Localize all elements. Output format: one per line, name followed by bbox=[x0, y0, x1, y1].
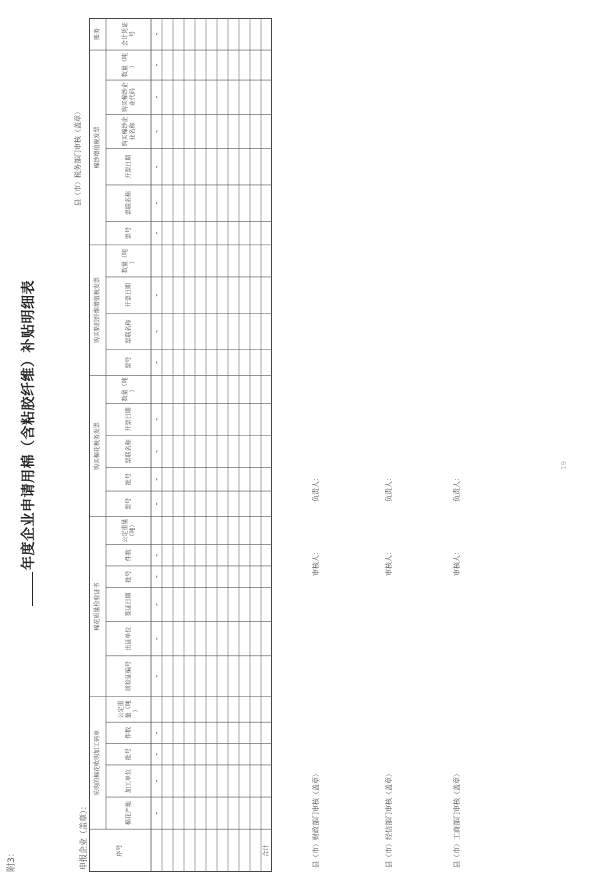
col-header-inv_copy1: 票联名称 bbox=[125, 439, 133, 464]
col-header-buyer_name: 购买棉纱企业名称 bbox=[121, 116, 137, 147]
county-tax-review-label: 县（市）税务部门审核（盖章） bbox=[74, 108, 82, 206]
cell-dash: - bbox=[152, 361, 161, 365]
cell-dash: - bbox=[152, 201, 161, 205]
col-header-inv_date2: 开票日期 bbox=[125, 283, 133, 308]
cell-dash: - bbox=[152, 165, 161, 169]
group-header-quality: 棉花质量检验证书 bbox=[94, 582, 101, 631]
company-label: 申报企业（盖章）： bbox=[79, 802, 88, 870]
col-header-inv_date3: 开票日期 bbox=[125, 154, 133, 179]
cell-dash: - bbox=[152, 417, 161, 421]
economic-review-label: 县（市）经信部门审核（盖章） bbox=[385, 770, 393, 868]
industry-review-label: 县（市）工商部门审核（盖章） bbox=[453, 770, 461, 868]
col-header-inv_no3: 票号 bbox=[125, 227, 133, 240]
col-header-qty3: 数量（吨） bbox=[121, 53, 137, 78]
col-header-batch3: 批号 bbox=[125, 473, 133, 486]
subsidy-detail-table bbox=[89, 18, 272, 872]
page-title bbox=[18, 0, 38, 886]
cell-dash: - bbox=[152, 330, 161, 334]
cell-dash: - bbox=[152, 575, 161, 579]
cell-dash: - bbox=[152, 674, 161, 678]
col-header-seq: 序号 bbox=[116, 844, 124, 857]
attachment-label: 附3： bbox=[7, 848, 17, 872]
col-header-inv_date1: 开票日期 bbox=[125, 407, 133, 432]
group-header-yarn: 棉纱增值税发票 bbox=[94, 126, 101, 169]
col-header-pieces2: 件数 bbox=[125, 549, 133, 562]
col-header-origin: 棉花产地 bbox=[125, 801, 133, 826]
year-blank bbox=[32, 572, 33, 606]
col-header-batch2: 批号 bbox=[125, 570, 133, 583]
col-header-inv_no1: 票号 bbox=[125, 497, 133, 510]
group-header-invoice_cotton: 购买棉花税务发票 bbox=[94, 422, 101, 471]
cell-dash: - bbox=[152, 553, 161, 557]
cell-dash: - bbox=[152, 752, 161, 756]
col-header-qty2: 数量（吨） bbox=[121, 248, 137, 273]
col-header-batch1: 批号 bbox=[125, 748, 133, 761]
finance-responsible-label: 负责人： bbox=[312, 474, 320, 502]
cell-dash: - bbox=[152, 779, 161, 783]
col-header-buyer_code: 购买棉纱企业代码 bbox=[121, 82, 137, 113]
col-header-cert_no: 质检证编号 bbox=[125, 661, 133, 692]
cell-dash: - bbox=[152, 477, 161, 481]
col-header-cert_date: 签证日期 bbox=[125, 592, 133, 617]
group-header-invoice_viscose: 购买粘胶纤维增值税发票 bbox=[94, 277, 101, 344]
industry-responsible-label: 负责人： bbox=[453, 474, 461, 502]
economic-responsible-label: 负责人： bbox=[385, 474, 393, 502]
industry-reviewer-label: 审核人： bbox=[453, 548, 461, 576]
cell-dash: - bbox=[152, 603, 161, 606]
col-header-pieces1: 件数 bbox=[125, 726, 133, 739]
page-title-text: 年度企业申请用棉（含粘胶纤维）补贴明细表 bbox=[21, 280, 37, 570]
col-header-inv_copy2: 票联名称 bbox=[125, 319, 133, 344]
cell-dash: - bbox=[152, 637, 161, 641]
group-header-purchase: 采购的棉花收购加工码单 bbox=[94, 729, 101, 796]
economic-reviewer-label: 审核人： bbox=[385, 548, 393, 576]
cell-dash: - bbox=[152, 231, 161, 235]
cell-dash: - bbox=[152, 95, 161, 99]
cell-dash: - bbox=[152, 293, 161, 297]
col-header-issuer: 出证单位 bbox=[125, 626, 133, 651]
cell-dash: - bbox=[152, 811, 161, 815]
col-header-processor: 加工单位 bbox=[125, 769, 133, 794]
page-number: 19 bbox=[560, 461, 568, 470]
col-header-inv_copy3: 票联名称 bbox=[125, 191, 133, 216]
col-header-inv_no2: 票号 bbox=[125, 356, 133, 369]
total-row-label: 合计 bbox=[263, 844, 270, 857]
finance-reviewer-label: 审核人： bbox=[312, 548, 320, 576]
group-header-remark: 账务 bbox=[94, 28, 101, 41]
cell-dash: - bbox=[152, 502, 161, 506]
finance-review-label: 县（市）财政部门审核（盖章） bbox=[312, 770, 320, 868]
cell-dash: - bbox=[152, 63, 161, 67]
cell-dash: - bbox=[152, 731, 161, 735]
cell-dash: - bbox=[152, 32, 161, 36]
cell-dash: - bbox=[152, 449, 161, 453]
col-header-voucher: 会计凭证号 bbox=[121, 22, 137, 47]
cell-dash: - bbox=[152, 129, 161, 133]
col-header-weight2: 公定重量（吨） bbox=[121, 518, 137, 543]
col-header-qty1: 数量（吨） bbox=[121, 377, 137, 402]
col-header-weight1: 公定重量（吨） bbox=[118, 700, 141, 719]
